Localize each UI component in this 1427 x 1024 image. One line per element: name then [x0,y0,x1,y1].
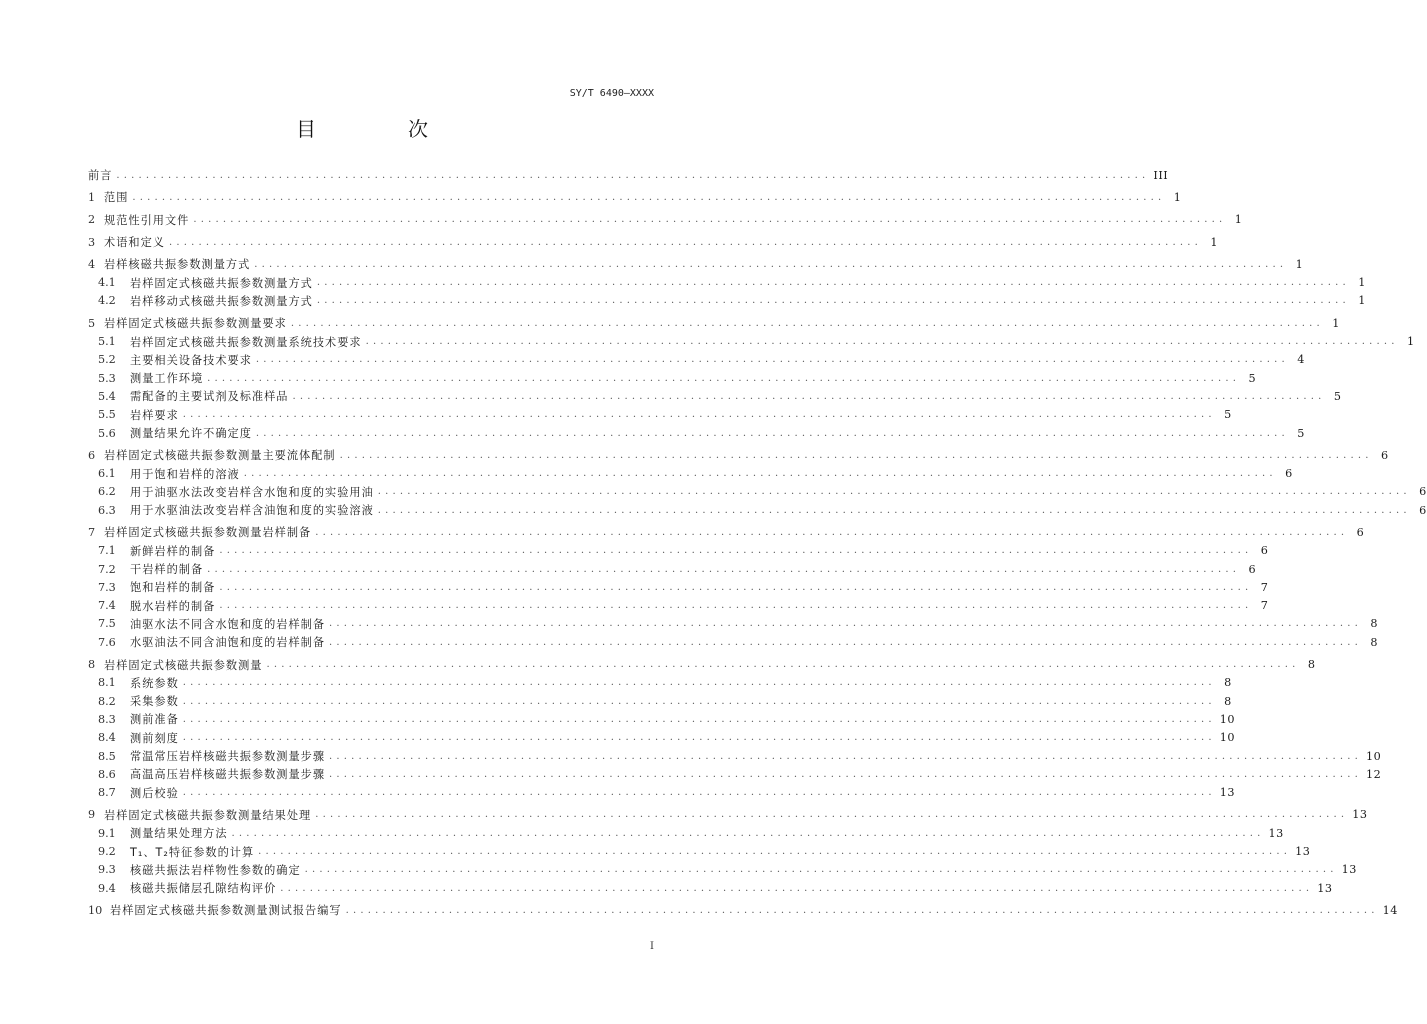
toc-entry-number: 3 [88,235,96,249]
toc-dot-leader: ............................................................................................................................................ [207,372,1241,384]
toc-entry-page: 13 [1268,826,1284,840]
toc-entry-page: 14 [1382,903,1398,917]
toc-entry-page: 13 [1341,863,1357,877]
toc-entry-number: 5.5 [98,408,116,422]
toc-entry-number: 6.1 [98,467,116,481]
toc-entry-number: 2 [88,213,96,227]
toc-entry-number: 7.1 [98,544,116,558]
toc-entry[interactable] [88,806,1368,824]
toc-entry[interactable] [88,861,1357,879]
toc-entry-label: T₁、T₂特征参数的计算 [130,845,255,859]
toc-entry[interactable] [88,901,1398,919]
toc-entry[interactable] [88,501,1427,519]
toc-dot-leader: ............................................................................................................................................ [339,449,1373,461]
toc-entry-label: 高温高压岩样核磁共振参数测量步骤 [130,768,326,782]
toc-entry-page: 5 [1224,408,1232,422]
toc-entry-number: 4.2 [98,294,116,308]
toc-entry[interactable] [88,560,1257,578]
toc-dot-leader: ............................................................................................................................................ [258,846,1292,858]
toc-dot-leader: ............................................................................................................................................ [316,277,1350,289]
toc-entry-label: 岩样固定式核磁共振参数测量结果处理 [104,808,312,822]
toc-entry[interactable] [88,406,1232,424]
toc-entry-page: 6 [1419,503,1427,517]
toc-entry[interactable] [88,523,1365,541]
toc-entry[interactable] [88,369,1257,387]
toc-entry[interactable] [88,387,1342,405]
toc-entry-label: 干岩样的制备 [130,563,204,577]
toc-entry-label: 岩样移动式核磁共振参数测量方式 [130,294,313,308]
toc-entry-number: 7.4 [98,599,116,613]
toc-entry-page: 8 [1370,635,1379,649]
toc-entry[interactable] [88,633,1379,651]
toc-entry-label: 岩样固定式核磁共振参数测量方式 [130,276,313,290]
toc-entry[interactable] [88,729,1236,747]
toc-entry[interactable] [88,842,1311,860]
toc-entry[interactable] [88,188,1182,206]
toc-dot-leader: ............................................................................................................................................ [182,409,1216,421]
toc-entry-page: 1 [1358,276,1366,290]
toc-entry-number: 8.3 [98,712,116,726]
toc-entry[interactable] [88,292,1366,310]
toc-entry-label: 岩样核磁共振参数测量方式 [104,258,251,272]
toc-dot-leader: ............................................................................................................................................ [254,258,1288,270]
toc-entry-page: 6 [1285,467,1293,481]
toc-entry-label: 核磁共振储层孔隙结构评价 [130,882,277,896]
toc-entry-label: 采集参数 [130,695,179,709]
toc-entry-page: 5 [1333,389,1342,403]
toc-entry-page: 13 [1295,845,1311,859]
toc-entry-number: 1 [88,190,96,204]
toc-entry-number: 8 [88,658,96,672]
toc-dot-leader: ............................................................................................................................................ [329,768,1363,780]
toc-entry-page: 1 [1332,316,1340,330]
toc-entry-number: 8.2 [98,694,116,708]
toc-entry[interactable] [88,615,1379,633]
toc-entry-label: 岩样固定式核磁共振参数测量要求 [104,317,287,331]
toc-entry-label: 核磁共振法岩样物性参数的确定 [130,863,301,877]
toc-entry-page: 6 [1380,448,1389,462]
toc-entry[interactable] [88,233,1218,251]
toc-dot-leader: ............................................................................................................................................ [219,600,1253,612]
toc-entry[interactable] [88,597,1269,615]
toc-entry[interactable] [88,446,1389,464]
toc-dot-leader: ............................................................................................................................................ [182,713,1216,725]
toc-entry-number: 4.1 [98,276,116,290]
toc-entry-label: 术语和定义 [104,236,165,250]
toc-entry-number: 9.4 [98,881,116,895]
toc-entry-label: 测后校验 [130,786,179,800]
toc-entry-label: 规范性引用文件 [104,213,190,227]
toc-entry-page: 13 [1352,808,1368,822]
toc-entry-page: 13 [1219,786,1236,800]
toc-entry-label: 测前刻度 [130,731,179,745]
toc-entry-number: 6.3 [98,503,116,517]
toc-dot-leader: ............................................................................................................................................ [304,864,1338,876]
toc-dot-leader: ............................................................................................................................................ [315,526,1349,538]
toc-entry-number: 9.3 [98,863,116,877]
toc-entry-page: 4 [1297,353,1305,367]
toc-entry-number: 5.2 [98,353,116,367]
toc-entry-number: 7 [88,525,96,539]
toc-dot-leader: ............................................................................................................................................ [329,618,1363,630]
toc-entry-label: 系统参数 [130,676,179,690]
toc-entry-page: 8 [1224,694,1232,708]
toc-dot-leader: ............................................................................................................................................ [168,236,1202,248]
toc-entry-page: 1 [1173,190,1182,204]
toc-entry-number: 7.3 [98,580,116,594]
toc-entry-page: III [1153,168,1169,182]
toc-entry-label: 测量结果允许不确定度 [130,427,252,440]
toc-entry-page: 10 [1219,712,1236,726]
toc-entry-label: 岩样固定式核磁共振参数测量系统技术要求 [130,335,362,349]
toc-entry[interactable] [88,255,1304,273]
toc-dot-leader: ............................................................................................................................................ [255,354,1289,366]
toc-entry[interactable] [88,692,1232,710]
toc-entry[interactable] [88,542,1269,560]
toc-dot-leader: ............................................................................................................................................ [243,468,1277,480]
toc-dot-leader: ............................................................................................................................................ [231,827,1265,839]
toc-entry-page: 13 [1317,881,1333,895]
toc-entry-number: 8.5 [98,749,116,763]
toc-entry-label: 需配备的主要试剂及标准样品 [130,390,289,404]
toc-dot-leader: ............................................................................................................................................ [290,317,1324,329]
toc-entry-page: 12 [1366,767,1382,781]
toc-entry-number: 9.1 [98,826,116,840]
toc-entry-number: 7.6 [98,635,116,649]
toc-entry-label: 水驱油法不同含油饱和度的岩样制备 [130,636,326,650]
toc-entry-page: 1 [1210,235,1218,249]
toc-entry-number: 5.6 [98,426,116,440]
toc-entry[interactable] [88,655,1316,673]
toc-entry-number: 9.2 [98,845,116,859]
toc-entry[interactable] [88,824,1284,842]
toc-entry-number: 5 [88,316,96,330]
toc-entry-label: 新鲜岩样的制备 [130,544,216,558]
toc-entry-label: 主要相关设备技术要求 [130,353,252,367]
toc-entry-label: 岩样固定式核磁共振参数测量主要流体配制 [104,449,336,463]
document-code: SY/T 6490—XXXX [569,88,654,99]
toc-dot-leader: ............................................................................................................................................ [182,695,1216,707]
toc-entry-label: 用于水驱油法改变岩样含油饱和度的实验溶液 [130,504,374,518]
toc-entry[interactable] [88,784,1236,802]
toc-dot-leader: ............................................................................................................................................ [193,214,1227,226]
toc-dot-leader: ............................................................................................................................................ [377,504,1411,516]
toc-entry-label: 测前准备 [130,713,179,727]
toc-entry-page: 8 [1370,617,1379,631]
toc-entry-page: 6 [1419,485,1427,499]
toc-entry-label: 岩样固定式核磁共振参数测量 [104,658,263,672]
toc-dot-leader: ............................................................................................................................................ [315,809,1349,821]
toc-dot-leader: ............................................................................................................................................ [182,787,1216,799]
toc-dot-leader: ............................................................................................................................................ [219,545,1253,557]
toc-entry[interactable] [88,314,1340,332]
toc-entry-page: 5 [1248,371,1257,385]
toc-entry-page: 5 [1297,426,1305,440]
toc-entry-number: 4 [88,257,96,271]
toc-entry[interactable] [88,464,1293,482]
toc-dot-leader: ............................................................................................................................................ [182,677,1216,689]
toc-dot-leader: ............................................................................................................................................ [116,169,1150,181]
toc-entry-label: 用于油驱水法改变岩样含水饱和度的实验用油 [130,485,374,499]
toc-entry-page: 8 [1307,658,1316,672]
toc-entry-page: 6 [1260,544,1269,558]
toc-entry-label: 测量结果处理方法 [130,827,228,841]
toc-entry-page: 10 [1219,731,1236,745]
toc-entry[interactable] [88,273,1366,291]
toc-dot-leader: ............................................................................................................................................ [182,732,1216,744]
toc-dot-leader: ............................................................................................................................................ [292,390,1326,402]
toc-entry-number: 5.1 [98,335,116,349]
footer-page-number: I [650,941,654,952]
toc-entry-number: 7.2 [98,562,116,576]
table-of-contents [88,166,1427,920]
toc-entry-page: 6 [1248,562,1257,576]
toc-dot-leader: ............................................................................................................................................ [280,882,1314,894]
toc-entry-number: 7.5 [98,617,116,631]
toc-entry-number: 8.4 [98,731,116,745]
toc-entry[interactable] [88,747,1382,765]
toc-entry[interactable] [88,351,1305,369]
toc-entry-page: 10 [1366,749,1382,763]
toc-entry-label: 用于饱和岩样的溶液 [130,467,240,481]
toc-entry-label: 前言 [88,169,113,183]
toc-dot-leader: ............................................................................................................................................ [207,563,1241,575]
toc-entry-label: 脱水岩样的制备 [130,599,216,613]
toc-dot-leader: ............................................................................................................................................ [316,295,1350,307]
toc-entry-number: 8.6 [98,767,116,781]
toc-entry[interactable] [88,483,1427,501]
toc-entry[interactable] [88,211,1243,229]
toc-entry-page: 1 [1234,213,1243,227]
toc-entry-number: 8.1 [98,676,116,690]
toc-dot-leader: ............................................................................................................................................ [132,191,1166,203]
toc-dot-leader: ............................................................................................................................................ [219,581,1253,593]
toc-dot-leader: ............................................................................................................................................ [266,659,1300,671]
toc-dot-leader: ............................................................................................................................................ [329,636,1363,648]
toc-entry-label: 范围 [104,191,129,205]
toc-entry-label: 岩样要求 [130,408,179,422]
toc-entry-label: 饱和岩样的制备 [130,581,216,595]
toc-entry[interactable] [88,710,1236,728]
toc-entry-label: 岩样固定式核磁共振参数测量测试报告编写 [110,904,342,918]
toc-entry-page: 1 [1406,335,1415,349]
toc-entry-number: 6.2 [98,485,116,499]
toc-entry-label: 油驱水法不同含水饱和度的岩样制备 [130,617,326,631]
toc-entry[interactable] [88,879,1333,897]
toc-entry[interactable] [88,332,1415,350]
page-title: 目 次 [296,117,464,141]
toc-entry[interactable] [88,674,1232,692]
toc-entry-label: 岩样固定式核磁共振参数测量岩样制备 [104,526,312,540]
toc-entry-page: 8 [1224,676,1232,690]
toc-entry[interactable] [88,578,1269,596]
toc-entry-page: 6 [1356,525,1365,539]
toc-entry-number: 9 [88,808,96,822]
toc-entry-number: 10 [88,903,103,917]
toc-dot-leader: ............................................................................................................................................ [377,486,1411,498]
toc-entry-page: 7 [1260,599,1269,613]
toc-entry-number: 5.3 [98,371,116,385]
toc-dot-leader: ............................................................................................................................................ [329,750,1363,762]
toc-entry-label: 常温常压岩样核磁共振参数测量步骤 [130,750,326,764]
toc-entry-page: 7 [1260,580,1269,594]
toc-entry-label: 测量工作环境 [130,372,204,386]
toc-entry[interactable] [88,765,1382,783]
toc-entry-number: 6 [88,448,96,462]
toc-dot-leader: ............................................................................................................................................ [255,427,1289,439]
toc-dot-leader: ............................................................................................................................................ [345,904,1379,916]
toc-dot-leader: ............................................................................................................................................ [365,336,1399,348]
toc-entry-number: 5.4 [98,389,116,403]
toc-entry-page: 1 [1295,257,1304,271]
toc-entry[interactable] [88,166,1169,184]
toc-entry[interactable] [88,424,1305,442]
toc-entry-page: 1 [1358,294,1366,308]
toc-entry-number: 8.7 [98,786,116,800]
